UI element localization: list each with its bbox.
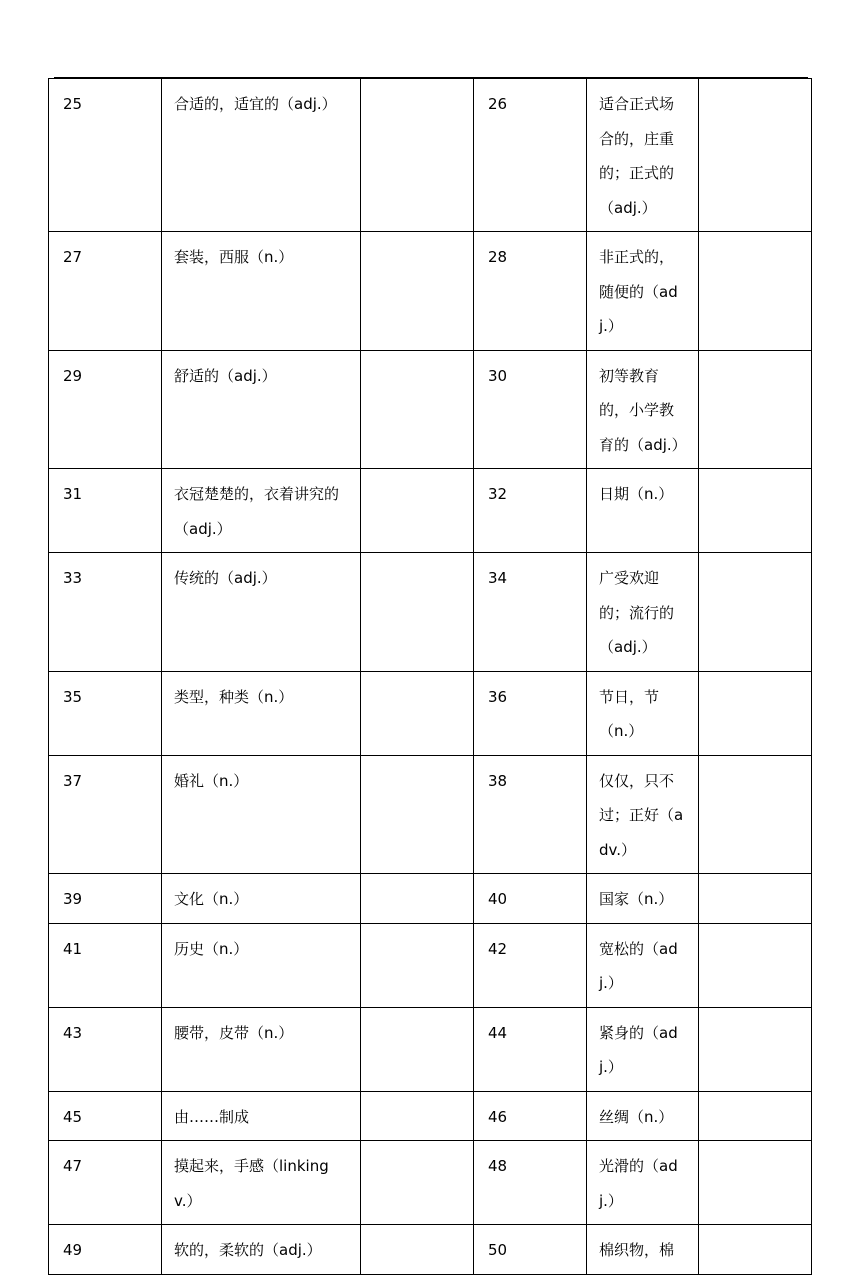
left-chinese-meaning-cell: 历史（n.） (162, 923, 361, 1007)
table-row (49, 1141, 812, 1225)
left-answer-blank-cell[interactable] (361, 79, 474, 232)
left-entry-number-cell: 29 (49, 350, 162, 469)
table-row (49, 671, 812, 755)
right-answer-blank-cell[interactable] (699, 232, 812, 351)
right-chinese-meaning-cell: 丝绸（n.） (587, 1091, 699, 1141)
right-answer-blank-cell[interactable] (699, 755, 812, 874)
left-answer-blank-cell[interactable] (361, 1141, 474, 1225)
right-chinese-meaning-cell: 宽松的（adj.） (587, 923, 699, 1007)
left-entry-number-cell: 31 (49, 469, 162, 553)
right-chinese-meaning-cell: 日期（n.） (587, 469, 699, 553)
left-entry-number-cell: 25 (49, 79, 162, 232)
right-chinese-meaning-cell: 节日，节（n.） (587, 671, 699, 755)
left-entry-number-cell: 43 (49, 1007, 162, 1091)
right-chinese-meaning-cell: 光滑的（adj.） (587, 1141, 699, 1225)
right-answer-blank-cell[interactable] (699, 671, 812, 755)
left-entry-number-cell: 49 (49, 1225, 162, 1275)
table-row (49, 874, 812, 924)
table-row (49, 1007, 812, 1091)
right-chinese-meaning-cell: 初等教育的，小学教育的（adj.） (587, 350, 699, 469)
table-row (49, 350, 812, 469)
right-entry-number-cell: 28 (474, 232, 587, 351)
left-entry-number-cell: 41 (49, 923, 162, 1007)
left-chinese-meaning-cell: 合适的，适宜的（adj.） (162, 79, 361, 232)
left-entry-number-cell: 33 (49, 553, 162, 672)
table-row (49, 553, 812, 672)
right-answer-blank-cell[interactable] (699, 79, 812, 232)
left-chinese-meaning-cell: 腰带，皮带（n.） (162, 1007, 361, 1091)
right-entry-number-cell: 26 (474, 79, 587, 232)
left-entry-number-cell: 47 (49, 1141, 162, 1225)
right-entry-number-cell: 40 (474, 874, 587, 924)
left-chinese-meaning-cell: 摸起来，手感（linking v.） (162, 1141, 361, 1225)
right-answer-blank-cell[interactable] (699, 874, 812, 924)
left-chinese-meaning-cell: 套装，西服（n.） (162, 232, 361, 351)
left-answer-blank-cell[interactable] (361, 232, 474, 351)
left-answer-blank-cell[interactable] (361, 1225, 474, 1275)
right-answer-blank-cell[interactable] (699, 469, 812, 553)
right-entry-number-cell: 30 (474, 350, 587, 469)
left-chinese-meaning-cell: 舒适的（adj.） (162, 350, 361, 469)
left-entry-number-cell: 35 (49, 671, 162, 755)
right-chinese-meaning-cell: 国家（n.） (587, 874, 699, 924)
left-chinese-meaning-cell: 传统的（adj.） (162, 553, 361, 672)
right-answer-blank-cell[interactable] (699, 923, 812, 1007)
left-answer-blank-cell[interactable] (361, 469, 474, 553)
table-row (49, 755, 812, 874)
right-entry-number-cell: 46 (474, 1091, 587, 1141)
table-row (49, 469, 812, 553)
right-entry-number-cell: 34 (474, 553, 587, 672)
left-entry-number-cell: 45 (49, 1091, 162, 1141)
left-answer-blank-cell[interactable] (361, 553, 474, 672)
left-answer-blank-cell[interactable] (361, 1091, 474, 1141)
right-chinese-meaning-cell: 广受欢迎的；流行的（adj.） (587, 553, 699, 672)
right-chinese-meaning-cell: 紧身的（adj.） (587, 1007, 699, 1091)
left-chinese-meaning-cell: 衣冠楚楚的，衣着讲究的（adj.） (162, 469, 361, 553)
right-entry-number-cell: 32 (474, 469, 587, 553)
left-chinese-meaning-cell: 由……制成 (162, 1091, 361, 1141)
right-answer-blank-cell[interactable] (699, 1007, 812, 1091)
right-entry-number-cell: 36 (474, 671, 587, 755)
vocabulary-table (48, 78, 812, 1275)
table-row (49, 79, 812, 232)
left-answer-blank-cell[interactable] (361, 923, 474, 1007)
table-row (49, 923, 812, 1007)
right-entry-number-cell: 50 (474, 1225, 587, 1275)
right-entry-number-cell: 48 (474, 1141, 587, 1225)
right-answer-blank-cell[interactable] (699, 1091, 812, 1141)
left-answer-blank-cell[interactable] (361, 1007, 474, 1091)
right-answer-blank-cell[interactable] (699, 350, 812, 469)
right-answer-blank-cell[interactable] (699, 1225, 812, 1275)
left-entry-number-cell: 27 (49, 232, 162, 351)
right-answer-blank-cell[interactable] (699, 1141, 812, 1225)
right-chinese-meaning-cell: 非正式的，随便的（adj.） (587, 232, 699, 351)
left-entry-number-cell: 39 (49, 874, 162, 924)
left-chinese-meaning-cell: 文化（n.） (162, 874, 361, 924)
right-chinese-meaning-cell: 适合正式场合的，庄重的；正式的（adj.） (587, 79, 699, 232)
right-chinese-meaning-cell: 仅仅，只不过；正好（adv.） (587, 755, 699, 874)
left-answer-blank-cell[interactable] (361, 350, 474, 469)
left-chinese-meaning-cell: 婚礼（n.） (162, 755, 361, 874)
left-answer-blank-cell[interactable] (361, 755, 474, 874)
right-entry-number-cell: 42 (474, 923, 587, 1007)
left-answer-blank-cell[interactable] (361, 874, 474, 924)
right-answer-blank-cell[interactable] (699, 553, 812, 672)
left-answer-blank-cell[interactable] (361, 671, 474, 755)
table-row (49, 1225, 812, 1275)
right-entry-number-cell: 44 (474, 1007, 587, 1091)
right-entry-number-cell: 38 (474, 755, 587, 874)
left-chinese-meaning-cell: 软的，柔软的（adj.） (162, 1225, 361, 1275)
table-row (49, 232, 812, 351)
right-chinese-meaning-cell: 棉织物，棉 (587, 1225, 699, 1275)
table-row (49, 1091, 812, 1141)
left-chinese-meaning-cell: 类型，种类（n.） (162, 671, 361, 755)
vocabulary-table-body (49, 79, 812, 1275)
left-entry-number-cell: 37 (49, 755, 162, 874)
